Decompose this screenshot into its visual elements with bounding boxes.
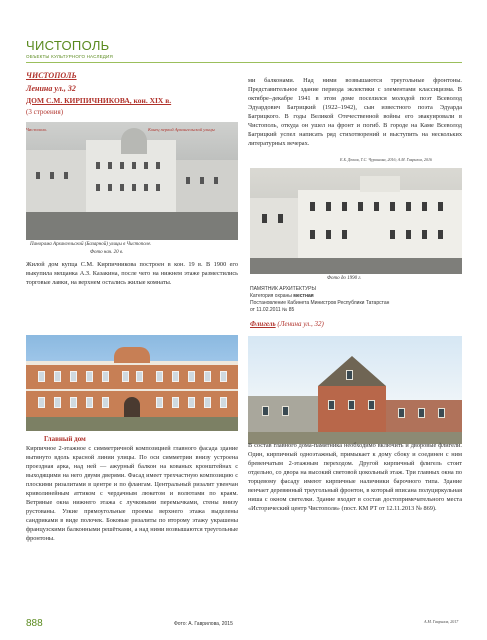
monument-type: ПАМЯТНИК АРХИТЕКТУРЫ bbox=[250, 286, 316, 292]
section-subtitle: ОБЪЕКТЫ КУЛЬТУРНОГО НАСЛЕДИЯ bbox=[26, 54, 113, 59]
photo-label-left: Чистополь bbox=[26, 127, 47, 132]
fligel-description: В состав главного дома-памятника необходимо включить и дворовые флигели. Один, кирпичный одноэтажный, примыкает к дому сбоку и соединен с ним бревенчатым 2-этажным переходом. Другой кирпичный флигель стоит отдельно, со двора на высокий световой цокольный этаж. Три главных окна по торцевому фасаду имеют кирпичные наличники барочного типа. Здание венчает деревянный треугольный фронтон, в который вписана полуциркульная ниша с окном светелки. Здание входит в состав достопримечательного места «Исторический центр Чистополя» (пост. КМ РТ от 12.11.2013 № 869). bbox=[248, 442, 462, 512]
history-paragraph: ми балконами. Над ними возвышаются треугольные фронтоны. Представительное здание периода эклектики с элементами классицизма. В октябре–декабре 1941 в этом доме поселился молодой поэт Всеволод Эдуардович Багрицкий (1922–1942), сын известного поэта Эдуарда Багрицкого. В годы Великой Отечественной войны его эвакуировали в Чистополь, откуда он ушел на фронт и погиб. В городе на Каме Всеволод Багрицкий успел написать ряд стихотворений и выступить на нескольких литературных вечерах. bbox=[248, 77, 462, 147]
photo-caption-date: Фото нач. 20 в. bbox=[90, 250, 124, 255]
pre-1990-photo bbox=[250, 168, 462, 274]
intro-paragraph: Жилой дом купца С.М. Кирпичникова построен в кон. 19 в. В 1900 его выкупила мещанка А.З. Казакина, после чего на нижнем этаже разместились торговые лавки, на верхнем остались жилые комнаты. bbox=[26, 261, 238, 286]
page-number: 888 bbox=[26, 618, 43, 629]
object-city: ЧИСТОПОЛЬ bbox=[26, 71, 77, 80]
photo-caption-2: Фото до 1990 г. bbox=[327, 276, 362, 281]
section-title: ЧИСТОПОЛЬ bbox=[26, 38, 110, 53]
photo-caption: Панорама Архангельской (Базарной) улицы в Чистополе. bbox=[30, 242, 152, 247]
header-rule bbox=[26, 62, 462, 63]
author-citation: Е.Б. Дюков, Т.С. Чурашова, 2016; А.М. Гаврилов, 2016 bbox=[340, 157, 433, 162]
object-name: ДОМ С.М. КИРПИЧНИКОВА, кон. XIX в. bbox=[26, 96, 172, 105]
fligel-title: Флигель (Ленина ул., 32) bbox=[250, 320, 324, 328]
protection-category-value: местная bbox=[293, 293, 314, 299]
decree-text: Постановление Кабинета Министров Республики Татарстан bbox=[250, 300, 390, 306]
main-house-description: Кирпичное 2-этажное с симметричной композицией главного фасада здание вытянуто вдоль красной линии улицы. По оси симметрии внизу устроена проездная арка, над ней — ажурный балкон на кованых кронштейнах с выходящими на него двумя дверями. Фасад имеет трехчастную композицию с плоскими ризалитами в центре и по флангам. Центральный ризалит увенчан криволинейным аттиком с чердачным люкетом и волютами по краям. Ветряные окна нижнего этажа с лучковыми перемычками, стены внизу рустованы. Узкие прямоугольные проемы верхнего этажа выделены сандриками в виде полочек. Боковые ризалиты по второму этажу украшены французскими балконными решётками, а над ними возвышаются треугольные фронтоны. bbox=[26, 445, 238, 542]
photo-label-right: Конец первой Архангельской улицы bbox=[148, 127, 215, 132]
historic-street-photo bbox=[26, 122, 238, 240]
protection-category: Категория охраны местная bbox=[250, 293, 314, 299]
fligel-photo bbox=[248, 336, 462, 444]
object-note: (3 строения) bbox=[26, 108, 64, 116]
main-house-photo bbox=[26, 335, 238, 431]
photo-credit: Фото: А. Гаврилова, 2015 bbox=[174, 621, 233, 627]
decree-number: от 11.02.2011 № 85 bbox=[250, 307, 295, 313]
object-street: Ленина ул., 32 bbox=[26, 84, 76, 93]
main-house-title: Главный дом bbox=[44, 435, 86, 443]
author-citation-2: А.М. Гаврилов, 2017 bbox=[424, 619, 459, 624]
